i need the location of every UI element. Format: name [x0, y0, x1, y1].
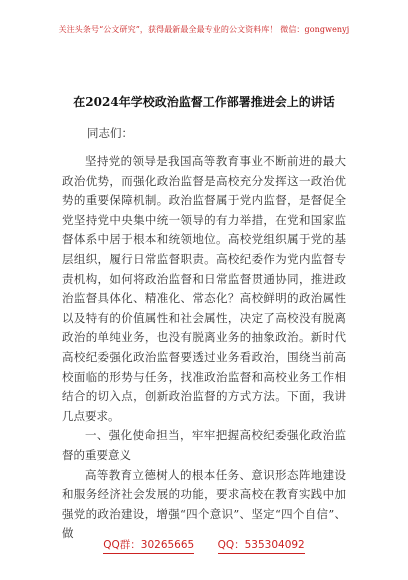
salutation: 同志们：: [87, 126, 133, 140]
section-heading: 一、强化使命担当，牢牢把握高校纪委强化政治监督的重要意义: [62, 428, 346, 462]
paragraph-intro: 坚持党的领导是我国高等教育事业不断前进的最大政治优势，而强化政治监督是高校充分发挥这一政治优势的重要保障机制。政治监督属于党内监督，是督促全党坚持党中央集中统一领导的有力举措，在党和国家监督体系中居于根本和统领地位。高校党组织属于党的基层组织，履行日常监督职责。高校纪委作为党内监督专责机构，如何将政治监督和日常监督贯通协同，推进政治监督具体化、精准化、常态化？高校鲜明的政治属性以及特有的价值属性和社会属性，决定了高校没有脱离政治的单纯业务，也没有脱离业务的抽象政治。新时代高校纪委强化政治监督要透过业务看政治，围绕当前高校面临的形势与任务，找准政治监督和高校业务工作相结合的切入点，创新政治监督的方式方法。下面，我讲几点要求。: [62, 154, 346, 423]
document-title: 在2024年学校政治监督工作部署推进会上的讲话: [73, 95, 335, 109]
header-notice: 关注头条号“公文研究”，获得最新最全最专业的公文资料库！ 微信：gongwenyj: [58, 25, 350, 34]
footer-qq: QQ：535304092: [218, 537, 305, 554]
document-body: [62, 152, 346, 544]
footer-qq-group: QQ群：30265665: [103, 537, 194, 554]
paragraph-section-one: 高等教育立德树人的根本任务、意识形态阵地建设和服务经济社会发展的功能，要求高校在教育实践中加强党的政治建设，增强“四个意识”、坚定“四个自信”、做: [62, 467, 346, 541]
footer-contact: [0, 537, 408, 554]
